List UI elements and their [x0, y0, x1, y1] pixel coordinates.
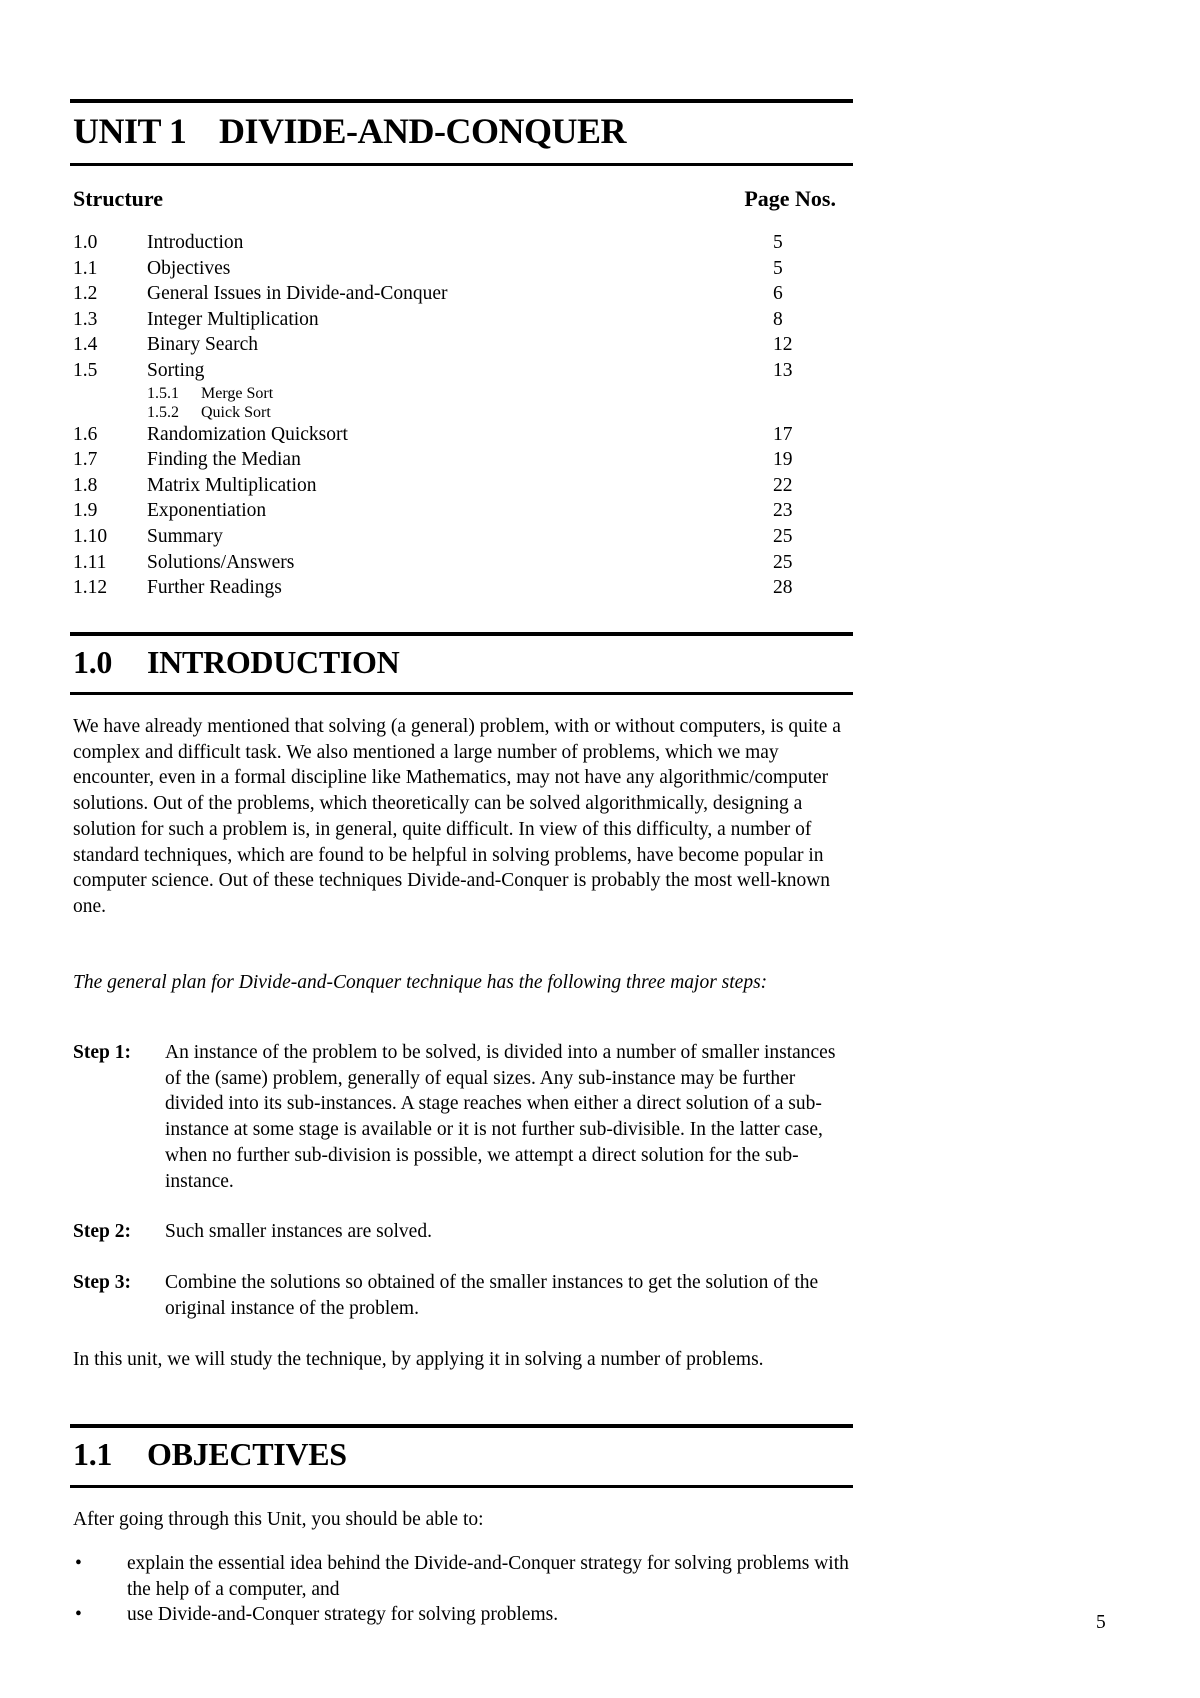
toc-title: Exponentiation [147, 500, 267, 522]
objectives-list [73, 1551, 853, 1628]
objectives-heading [73, 1436, 347, 1473]
toc-title: Introduction [147, 232, 244, 253]
toc-title: Further Readings [147, 577, 282, 599]
toc-number: 1.6 [73, 423, 98, 445]
toc-page: 19 [773, 449, 793, 471]
bullet-icon: • [75, 1604, 82, 1626]
toc-title: Finding the Median [147, 449, 301, 471]
toc-number: 1.7 [73, 449, 98, 471]
toc-page: 6 [773, 283, 783, 305]
toc-number: 1.5 [73, 359, 98, 381]
objectives-lead: After going through this Unit, you should be able to: [73, 1509, 484, 1530]
step-text: Such smaller instances are solved. [165, 1221, 432, 1242]
section-number: 1.1 [73, 1436, 113, 1472]
step-text: Combine the solutions so obtained of the smaller instances to get the solution of the original instance of the problem. [165, 1272, 819, 1319]
toc-row [73, 307, 833, 333]
bullet-icon: • [75, 1553, 82, 1574]
toc-page: 5 [773, 232, 783, 253]
toc-row [73, 575, 833, 601]
section-title: OBJECTIVES [147, 1436, 347, 1472]
toc-number: 1.4 [73, 334, 98, 356]
toc-row [73, 358, 833, 384]
toc-title: Objectives [147, 257, 231, 279]
intro-heading [73, 644, 399, 681]
intro-bottom-rule [70, 692, 853, 695]
step-label: Step 3: [73, 1272, 131, 1293]
page-number: 5 [1096, 1612, 1106, 1633]
toc-row [73, 256, 833, 282]
toc-row [73, 422, 833, 448]
table-of-contents [73, 230, 833, 601]
toc-title: Solutions/Answers [147, 551, 295, 573]
toc-row [73, 447, 833, 473]
toc-subitem [73, 403, 833, 422]
toc-row [73, 332, 833, 358]
section-number: 1.0 [73, 644, 113, 680]
step-3 [73, 1270, 853, 1321]
toc-page: 25 [773, 525, 793, 547]
step-label: Step 1: [73, 1042, 131, 1063]
toc-page: 25 [773, 551, 793, 573]
toc-number: 1.9 [73, 500, 98, 522]
toc-subitem [73, 384, 833, 403]
toc-sub-number: 1.5.1 [147, 384, 179, 402]
toc-title: General Issues in Divide-and-Conquer [147, 283, 448, 305]
list-item-text: use Divide-and-Conquer strategy for solving problems. [127, 1604, 559, 1626]
page-nos-heading: Page Nos. [744, 186, 836, 211]
intro-paragraph: We have already mentioned that solving (a general) problem, with or without computers, is quite a complex and difficult task. We also mentioned a large number of problems, which we may encounter, even in a formal discipline like Mathematics, may not have any algorithmic/computer solutions. Out of the problems, which theoretically can be solved algorithmically, designing a solution for such a problem is, in general, quite difficult. In view of this difficulty, a number of standard techniques, which are found to be helpful in solving problems, have become popular in computer science. Out of these techniques Divide-and-Conquer is probably the most well-known one. [73, 716, 841, 917]
structure-heading-row [73, 186, 836, 212]
toc-number: 1.0 [73, 232, 98, 253]
closing-paragraph: In this unit, we will study the technique, by applying it in solving a number of problems. [73, 1349, 764, 1370]
toc-title: Matrix Multiplication [147, 474, 317, 496]
toc-title: Binary Search [147, 334, 259, 356]
list-item-text: explain the essential idea behind the Divide-and-Conquer strategy for solving problems with the help of a computer, and [127, 1553, 849, 1600]
toc-title: Integer Multiplication [147, 308, 319, 330]
unit-number: UNIT 1 [73, 111, 187, 151]
toc-row [73, 498, 833, 524]
objectives-top-rule [70, 1424, 853, 1428]
toc-number: 1.10 [73, 525, 108, 547]
toc-row [73, 473, 833, 499]
toc-page: 5 [773, 257, 783, 279]
toc-title: Sorting [147, 359, 205, 381]
toc-sub-title: Quick Sort [201, 403, 271, 421]
toc-sub-title: Merge Sort [201, 384, 274, 402]
step-label: Step 2: [73, 1221, 131, 1242]
list-item [73, 1602, 853, 1628]
toc-row [73, 550, 833, 576]
step-1 [73, 1040, 853, 1194]
list-item [73, 1551, 853, 1602]
unit-name: DIVIDE-AND-CONQUER [219, 111, 627, 151]
toc-title: Summary [147, 525, 223, 547]
intro-top-rule [70, 632, 853, 636]
toc-row [73, 524, 833, 550]
toc-number: 1.11 [73, 551, 107, 573]
objectives-bottom-rule [70, 1485, 853, 1488]
toc-page: 13 [773, 359, 793, 381]
toc-sub-number: 1.5.2 [147, 403, 179, 421]
toc-number: 1.8 [73, 474, 98, 496]
unit-title [73, 110, 626, 152]
toc-row [73, 230, 833, 256]
toc-number: 1.12 [73, 577, 108, 599]
step-text: An instance of the problem to be solved, is divided into a number of smaller instances of the (same) problem, generally of equal sizes. Any sub-instance may be further divided into its sub-instances. A stage reaches when either a direct solution of a sub-instance at some stage is available or it is not further sub-divisible. In the latter case, when no further sub-division is possible, we attempt a direct solution for the sub-instance. [165, 1042, 836, 1192]
step-2 [73, 1219, 853, 1245]
toc-number: 1.3 [73, 308, 98, 330]
unit-title-underline [70, 163, 853, 166]
toc-page: 12 [773, 334, 793, 356]
toc-page: 17 [773, 423, 793, 445]
structure-heading: Structure [73, 186, 164, 211]
toc-row [73, 281, 833, 307]
toc-page: 28 [773, 577, 793, 599]
section-title: INTRODUCTION [147, 644, 400, 680]
toc-number: 1.2 [73, 283, 98, 305]
top-rule [70, 99, 853, 103]
toc-page: 23 [773, 500, 793, 522]
plan-statement: The general plan for Divide-and-Conquer technique has the following three major steps: [73, 972, 768, 993]
toc-page: 22 [773, 474, 793, 496]
toc-number: 1.1 [73, 257, 98, 279]
toc-title: Randomization Quicksort [147, 423, 348, 445]
toc-page: 8 [773, 308, 783, 330]
